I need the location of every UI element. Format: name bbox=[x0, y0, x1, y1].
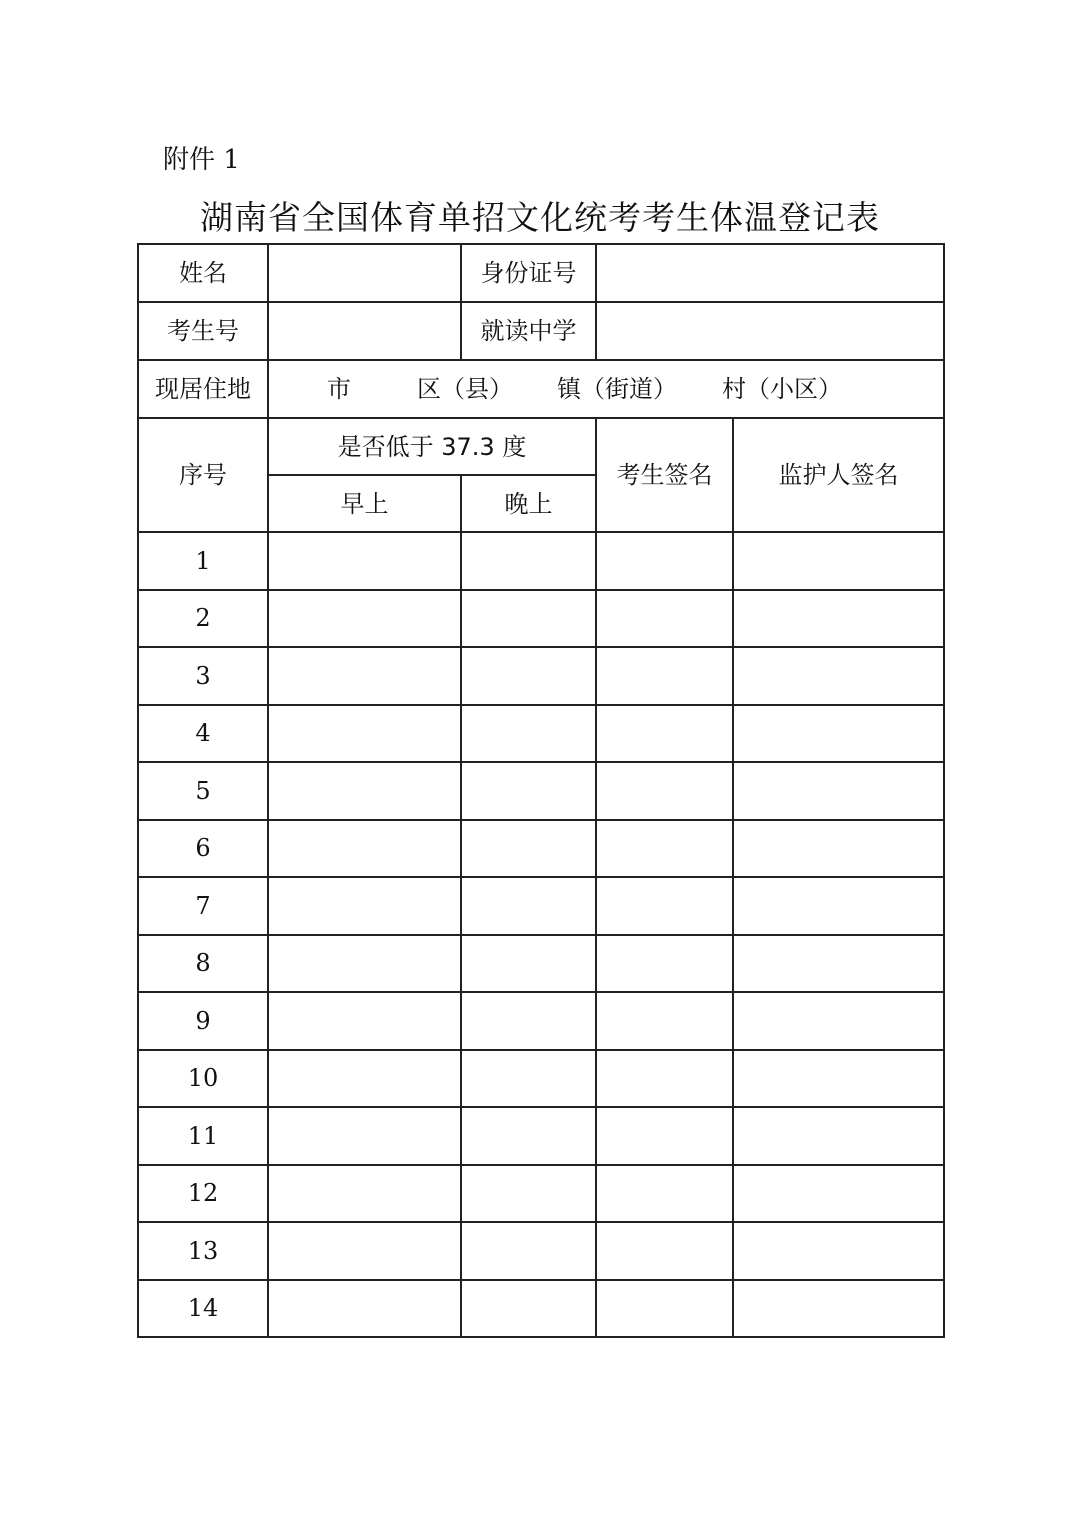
evening-temp-cell[interactable] bbox=[461, 1280, 596, 1338]
morning-temp-cell[interactable] bbox=[268, 1107, 461, 1165]
student-signature-cell[interactable] bbox=[596, 705, 733, 763]
guardian-signature-cell[interactable] bbox=[733, 647, 944, 705]
table-row bbox=[138, 1165, 944, 1223]
row-seq-number: 11 bbox=[138, 1107, 268, 1165]
row-seq-number: 12 bbox=[138, 1165, 268, 1223]
guardian-signature-cell[interactable] bbox=[733, 877, 944, 935]
morning-temp-cell[interactable] bbox=[268, 532, 461, 590]
guardian-signature-cell[interactable] bbox=[733, 1165, 944, 1223]
table-row bbox=[138, 1222, 944, 1280]
guardian-signature-cell[interactable] bbox=[733, 705, 944, 763]
student-signature-cell[interactable] bbox=[596, 762, 733, 820]
school-field[interactable] bbox=[596, 302, 944, 360]
name-label: 姓名 bbox=[138, 244, 268, 302]
row-seq-number: 14 bbox=[138, 1280, 268, 1338]
row-seq-number: 7 bbox=[138, 877, 268, 935]
student-signature-cell[interactable] bbox=[596, 1107, 733, 1165]
table-row bbox=[138, 1107, 944, 1165]
student-signature-cell[interactable] bbox=[596, 1222, 733, 1280]
school-label: 就读中学 bbox=[461, 302, 596, 360]
evening-temp-cell[interactable] bbox=[461, 935, 596, 993]
name-field[interactable] bbox=[268, 244, 461, 302]
student-signature-cell[interactable] bbox=[596, 1165, 733, 1223]
id-number-label: 身份证号 bbox=[461, 244, 596, 302]
morning-temp-cell[interactable] bbox=[268, 1165, 461, 1223]
guardian-signature-cell[interactable] bbox=[733, 992, 944, 1050]
attachment-label: 附件 1 bbox=[163, 145, 240, 175]
student-signature-cell[interactable] bbox=[596, 992, 733, 1050]
row-seq-number: 8 bbox=[138, 935, 268, 993]
table-row bbox=[138, 532, 944, 590]
temperature-question-header: 是否低于 37.3 度 bbox=[268, 418, 596, 475]
student-signature-header: 考生签名 bbox=[596, 418, 733, 532]
guardian-signature-cell[interactable] bbox=[733, 1107, 944, 1165]
exam-number-label: 考生号 bbox=[138, 302, 268, 360]
guardian-signature-cell[interactable] bbox=[733, 762, 944, 820]
address-label: 现居住地 bbox=[138, 360, 268, 418]
student-signature-cell[interactable] bbox=[596, 532, 733, 590]
evening-temp-cell[interactable] bbox=[461, 877, 596, 935]
guardian-signature-cell[interactable] bbox=[733, 532, 944, 590]
guardian-signature-header: 监护人签名 bbox=[733, 418, 944, 532]
address-district: 区（县） bbox=[417, 375, 513, 403]
seq-header: 序号 bbox=[138, 418, 268, 532]
morning-header: 早上 bbox=[268, 475, 461, 532]
morning-temp-cell[interactable] bbox=[268, 1050, 461, 1108]
table-row bbox=[138, 992, 944, 1050]
address-parts bbox=[269, 375, 943, 403]
document-title: 湖南省全国体育单招文化统考考生体温登记表 bbox=[200, 198, 880, 237]
row-seq-number: 10 bbox=[138, 1050, 268, 1108]
evening-header: 晚上 bbox=[461, 475, 596, 532]
student-signature-cell[interactable] bbox=[596, 935, 733, 993]
guardian-signature-cell[interactable] bbox=[733, 1222, 944, 1280]
row-seq-number: 1 bbox=[138, 532, 268, 590]
morning-temp-cell[interactable] bbox=[268, 590, 461, 648]
guardian-signature-cell[interactable] bbox=[733, 1280, 944, 1338]
address-town: 镇（街道） bbox=[557, 375, 677, 403]
student-signature-cell[interactable] bbox=[596, 877, 733, 935]
row-seq-number: 6 bbox=[138, 820, 268, 878]
evening-temp-cell[interactable] bbox=[461, 1107, 596, 1165]
student-signature-cell[interactable] bbox=[596, 647, 733, 705]
evening-temp-cell[interactable] bbox=[461, 820, 596, 878]
evening-temp-cell[interactable] bbox=[461, 1050, 596, 1108]
row-seq-number: 4 bbox=[138, 705, 268, 763]
guardian-signature-cell[interactable] bbox=[733, 1050, 944, 1108]
morning-temp-cell[interactable] bbox=[268, 820, 461, 878]
evening-temp-cell[interactable] bbox=[461, 1165, 596, 1223]
table-row bbox=[138, 647, 944, 705]
address-village: 村（小区） bbox=[722, 375, 842, 403]
table-row bbox=[138, 935, 944, 993]
evening-temp-cell[interactable] bbox=[461, 532, 596, 590]
morning-temp-cell[interactable] bbox=[268, 1222, 461, 1280]
table-row bbox=[138, 820, 944, 878]
evening-temp-cell[interactable] bbox=[461, 590, 596, 648]
address-field[interactable] bbox=[268, 360, 944, 418]
student-signature-cell[interactable] bbox=[596, 820, 733, 878]
morning-temp-cell[interactable] bbox=[268, 762, 461, 820]
morning-temp-cell[interactable] bbox=[268, 935, 461, 993]
table-row bbox=[138, 1050, 944, 1108]
row-seq-number: 13 bbox=[138, 1222, 268, 1280]
evening-temp-cell[interactable] bbox=[461, 705, 596, 763]
table-row bbox=[138, 1280, 944, 1338]
table-row bbox=[138, 705, 944, 763]
row-seq-number: 5 bbox=[138, 762, 268, 820]
evening-temp-cell[interactable] bbox=[461, 992, 596, 1050]
morning-temp-cell[interactable] bbox=[268, 877, 461, 935]
morning-temp-cell[interactable] bbox=[268, 705, 461, 763]
id-number-field[interactable] bbox=[596, 244, 944, 302]
row-seq-number: 9 bbox=[138, 992, 268, 1050]
morning-temp-cell[interactable] bbox=[268, 992, 461, 1050]
record-rows bbox=[138, 532, 944, 1337]
table-row bbox=[138, 590, 944, 648]
evening-temp-cell[interactable] bbox=[461, 762, 596, 820]
evening-temp-cell[interactable] bbox=[461, 1222, 596, 1280]
student-signature-cell[interactable] bbox=[596, 1280, 733, 1338]
guardian-signature-cell[interactable] bbox=[733, 935, 944, 993]
row-seq-number: 3 bbox=[138, 647, 268, 705]
morning-temp-cell[interactable] bbox=[268, 647, 461, 705]
address-city: 市 bbox=[327, 375, 351, 403]
exam-number-field[interactable] bbox=[268, 302, 461, 360]
table-row bbox=[138, 877, 944, 935]
student-signature-cell[interactable] bbox=[596, 1050, 733, 1108]
guardian-signature-cell[interactable] bbox=[733, 820, 944, 878]
student-signature-cell[interactable] bbox=[596, 590, 733, 648]
guardian-signature-cell[interactable] bbox=[733, 590, 944, 648]
morning-temp-cell[interactable] bbox=[268, 1280, 461, 1338]
row-seq-number: 2 bbox=[138, 590, 268, 648]
temperature-registration-table bbox=[137, 243, 945, 1338]
evening-temp-cell[interactable] bbox=[461, 647, 596, 705]
table-row bbox=[138, 762, 944, 820]
